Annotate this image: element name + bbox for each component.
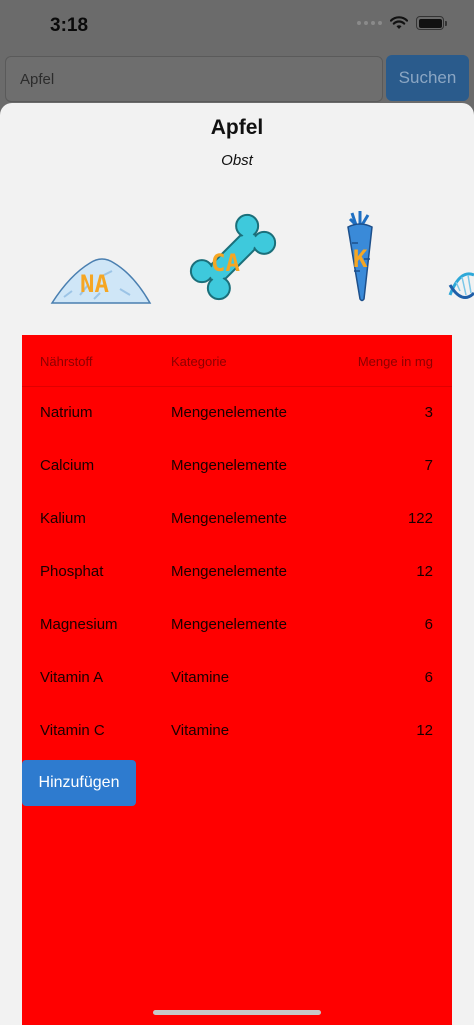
- na-label: NA: [80, 270, 109, 298]
- cell-kategorie: Mengenelemente: [171, 616, 287, 633]
- table-header: [22, 335, 452, 387]
- signal-icon: [357, 21, 382, 25]
- cell-menge: 122: [407, 510, 433, 527]
- table-row: [22, 653, 452, 706]
- cell-kategorie: Vitamine: [171, 669, 230, 686]
- battery-icon: [416, 16, 444, 30]
- cell-naehrstoff: Phosphat: [40, 563, 104, 580]
- bone-icon: [183, 207, 283, 307]
- food-title: Apfel: [210, 116, 264, 139]
- table-row: [22, 441, 452, 494]
- table-row: [22, 706, 452, 759]
- cell-kategorie: Mengenelemente: [171, 404, 287, 421]
- detail-sheet: [0, 103, 474, 1025]
- cell-naehrstoff: Calcium: [40, 457, 95, 474]
- table-row: [22, 600, 452, 653]
- cell-kategorie: Mengenelemente: [171, 563, 287, 580]
- food-category: Obst: [221, 152, 253, 169]
- status-time: 3:18: [50, 15, 89, 36]
- cell-menge: 3: [424, 404, 433, 421]
- search-input[interactable]: [5, 56, 383, 102]
- cell-naehrstoff: Vitamin A: [40, 669, 104, 686]
- add-button[interactable]: Hinzufügen: [22, 760, 136, 806]
- wifi-icon: [390, 16, 408, 30]
- header-kategorie: Kategorie: [171, 354, 227, 369]
- cell-naehrstoff: Vitamin C: [40, 722, 105, 739]
- table-row: [22, 494, 452, 547]
- status-icons: [357, 16, 444, 30]
- cell-kategorie: Mengenelemente: [171, 457, 287, 474]
- nutrient-table: [22, 335, 452, 1025]
- search-button[interactable]: Suchen: [386, 55, 469, 101]
- salt-pile-icon: [50, 245, 152, 305]
- k-label: K: [353, 245, 368, 273]
- home-indicator: [153, 1010, 321, 1015]
- cell-menge: 12: [416, 722, 433, 739]
- search-input-value: Apfel: [20, 70, 55, 88]
- cell-menge: 6: [424, 616, 433, 633]
- nutrient-icons-row: [0, 203, 474, 313]
- cell-naehrstoff: Magnesium: [40, 616, 118, 633]
- table-row: [22, 547, 452, 600]
- cell-kategorie: Mengenelemente: [171, 510, 287, 527]
- cell-menge: 7: [424, 457, 433, 474]
- header-menge: Menge in mg: [357, 354, 433, 369]
- dna-icon: [448, 265, 474, 305]
- cell-menge: 12: [416, 563, 433, 580]
- status-bar: [0, 0, 474, 54]
- cell-naehrstoff: Natrium: [40, 404, 93, 421]
- cell-kategorie: Vitamine: [171, 722, 230, 739]
- cell-menge: 6: [424, 669, 433, 686]
- ca-label: CA: [211, 249, 240, 277]
- cell-naehrstoff: Kalium: [40, 510, 86, 527]
- table-row: [22, 388, 452, 441]
- carrot-icon: [340, 209, 380, 303]
- header-naehrstoff: Nährstoff: [40, 354, 93, 369]
